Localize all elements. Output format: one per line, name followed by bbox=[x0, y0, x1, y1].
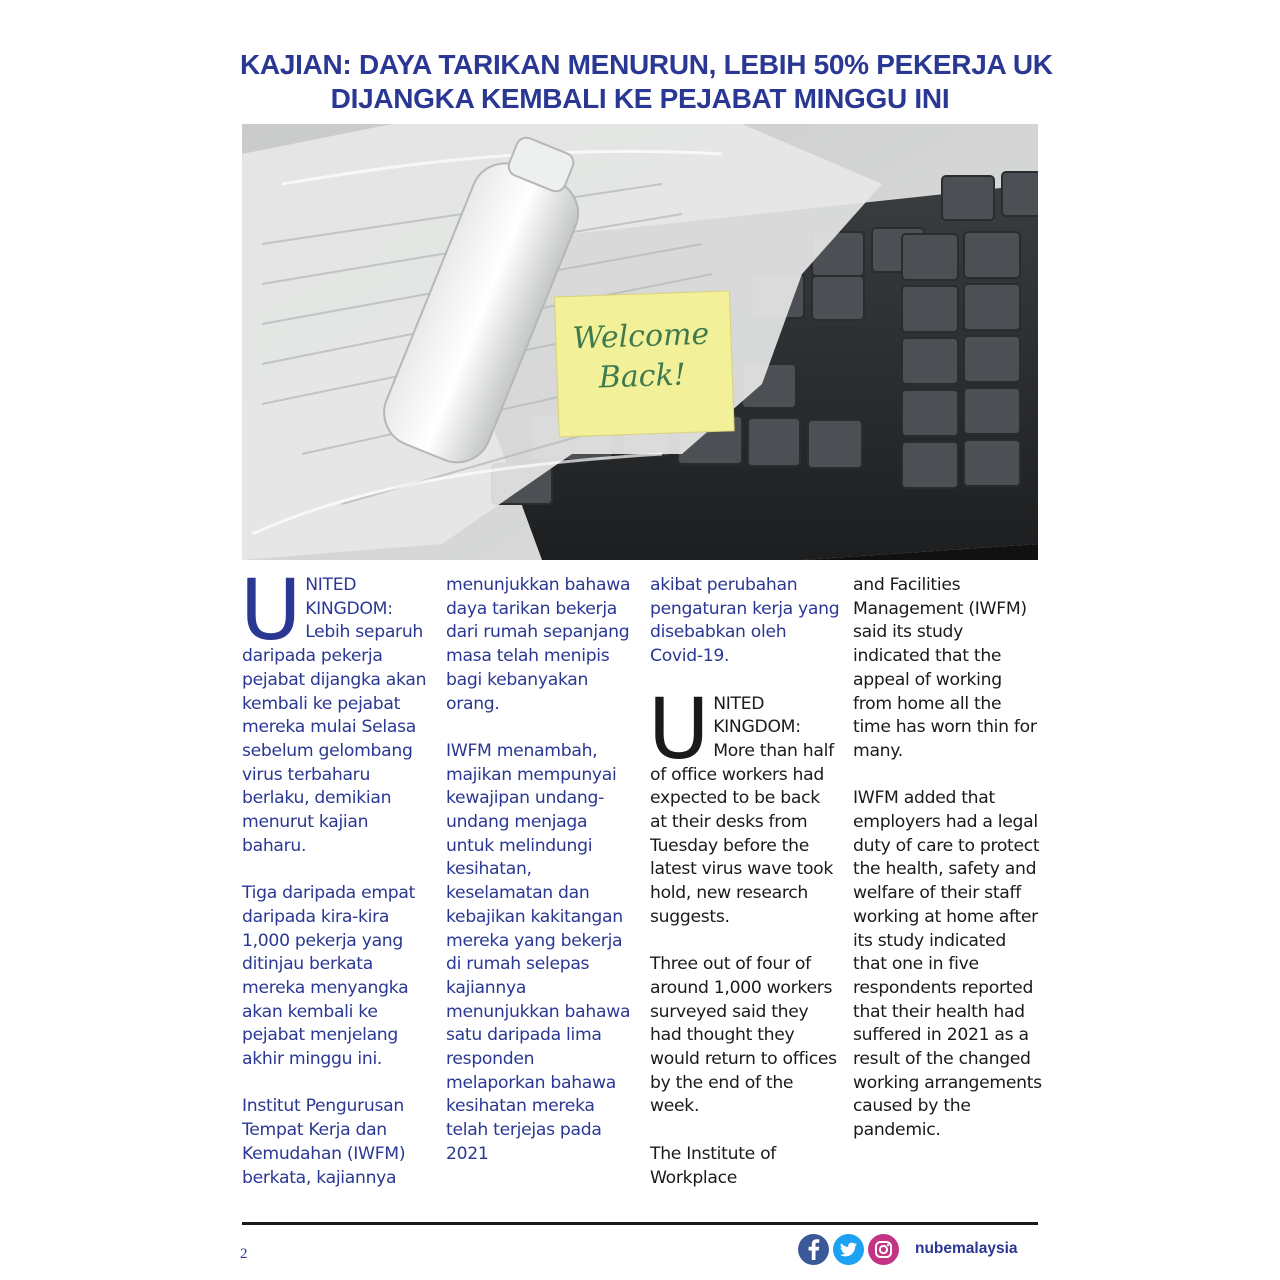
headline-line-2: DIJANGKA KEMBALI KE PEJABAT MINGGU INI bbox=[330, 83, 950, 114]
note-welcome: Welcome bbox=[571, 316, 710, 357]
english-paragraph-5: IWFM added that employers had a legal duty of care to protect the health, safety and welfare of their staff working at home after its study indicated that one in five respondents reported that their health had suffered in 2021 as a result of the changed working arrangements caused by the pandemic. bbox=[853, 788, 1042, 1141]
note-back: Back! bbox=[598, 357, 687, 396]
page-number: 2 bbox=[240, 1246, 248, 1262]
english-column-2 bbox=[853, 574, 1043, 1143]
facebook-icon[interactable] bbox=[798, 1234, 829, 1265]
malay-paragraph-3: Institut Pengurusan Tempat Kerja dan Kemudahan (IWFM) berkata, kajiannya bbox=[242, 1096, 406, 1188]
dropcap-english: U bbox=[648, 679, 710, 778]
malay-paragraph-end: akibat perubahan pengaturan kerja yang disebabkan oleh Covid-19. bbox=[650, 575, 840, 667]
social-handle[interactable]: nubemalaysia bbox=[915, 1240, 1018, 1257]
article-photo bbox=[242, 124, 1038, 560]
malay-paragraph-4: menunjukkan bahawa daya tarikan bekerja dari rumah sepanjang masa telah menipis bagi kebanyakan orang. bbox=[446, 575, 631, 714]
malay-paragraph-5: IWFM menambah, majikan mempunyai kewajipan undang-undang menjaga untuk melindungi kesihatan, keselamatan dan kebajikan kakitangan mereka yang bekerja di rumah selepas kajiannya menunjukkan bahawa satu daripada lima responden melaporkan bahawa kesihatan mereka telah terjejas pada 2021 bbox=[446, 740, 631, 1164]
malay-lead-paragraph: NITED KINGDOM: Lebih separuh daripada pekerja pejabat dijangka akan kembali ke pejabat mereka mulai Selasa sebelum gelombang virus terbaharu berlaku, demikian menurut kajian baharu. bbox=[242, 575, 427, 856]
english-paragraph-2: Three out of four of around 1,000 workers surveyed said they had thought they would return to offices by the end of the week. bbox=[650, 954, 837, 1117]
english-paragraph-4: and Facilities Management (IWFM) said its study indicated that the appeal of working from home all the time has worn thin for many. bbox=[853, 575, 1037, 761]
instagram-icon[interactable] bbox=[868, 1234, 899, 1265]
dropcap-malay: U bbox=[240, 561, 302, 659]
footer-rule bbox=[242, 1222, 1038, 1225]
malay-column-2 bbox=[446, 574, 638, 1167]
headline bbox=[240, 48, 1053, 116]
malay-column-1 bbox=[240, 561, 434, 1190]
english-lead-paragraph: NITED KINGDOM: More than half of office workers had expected to be back at their desks from Tuesday before the latest virus wave took hold, new research suggests. bbox=[650, 693, 834, 927]
social-links bbox=[798, 1232, 1018, 1266]
headline-line-1: KAJIAN: DAYA TARIKAN MENURUN, LEBIH 50% PEKERJA UK bbox=[240, 49, 1053, 80]
english-column-1 bbox=[650, 574, 840, 1190]
english-paragraph-3: The Institute of Workplace bbox=[650, 1143, 777, 1188]
malay-paragraph-2: Tiga daripada empat daripada kira-kira 1,000 pekerja yang ditinjau berkata mereka menyangka akan kembali ke pejabat menjelang akhir minggu ini. bbox=[242, 883, 416, 1070]
twitter-icon[interactable] bbox=[833, 1234, 864, 1265]
